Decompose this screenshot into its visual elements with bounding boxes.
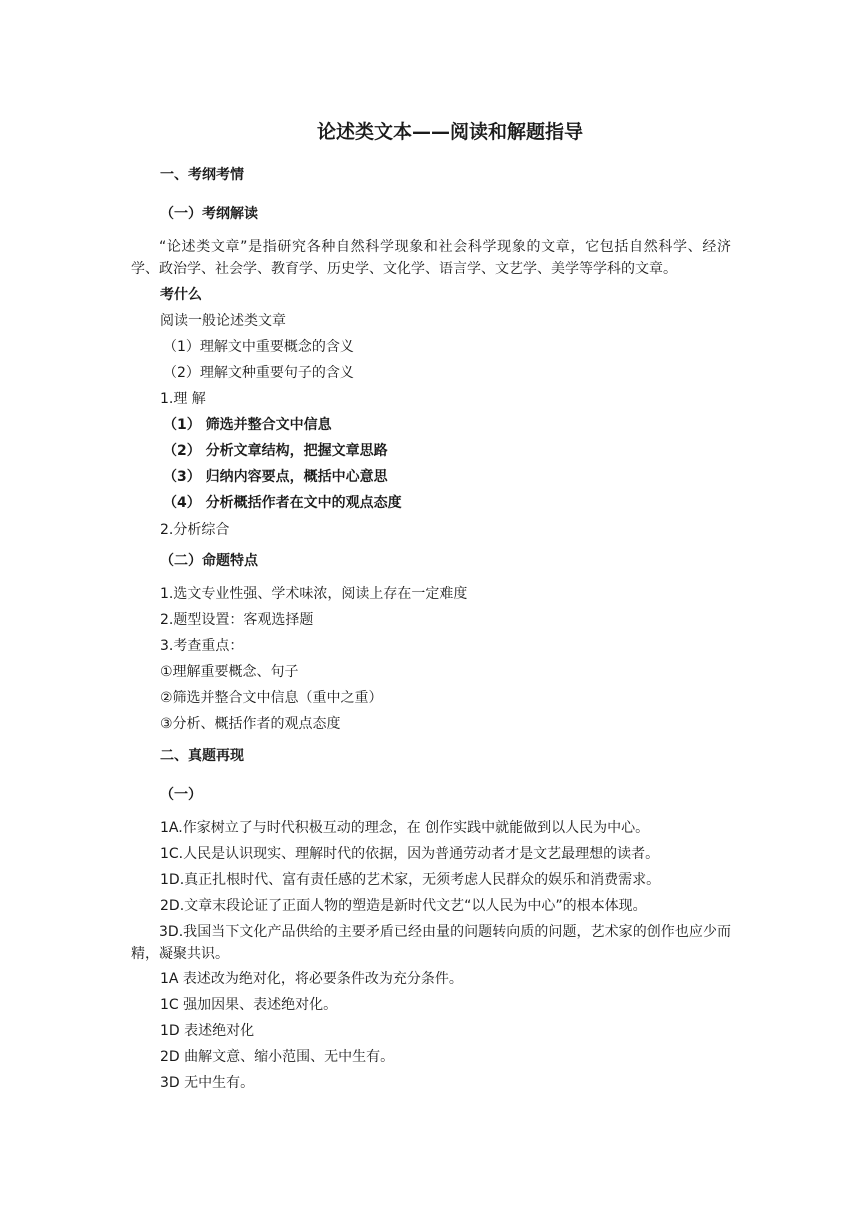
- feature-item: 3.考查重点：: [160, 638, 244, 654]
- feature-item: ①理解重要概念、句子: [160, 664, 299, 680]
- understand-item: （1） 筛选并整合文中信息: [163, 417, 332, 433]
- feature-item: 2.题型设置：客观选择题: [160, 612, 314, 628]
- understand-label: 1.理 解: [160, 391, 206, 407]
- feature-item: ②筛选并整合文中信息（重中之重）: [160, 690, 383, 706]
- subsection-heading-3: （一）: [160, 787, 202, 803]
- section-heading-2: 二、真题再现: [160, 748, 244, 764]
- read-item: （2）理解文种重要句子的含义: [163, 365, 354, 381]
- subsection-heading-2: （二）命题特点: [160, 553, 258, 569]
- option-item: 1A.作家树立了与时代积极互动的理念，在 创作实践中就能做到以人民为中心。: [160, 820, 650, 836]
- intro-paragraph: “论述类文章”是指研究各种自然科学现象和社会科学现象的文章，它包括自然科学、经济学、政治学、社会学、教育学、历史学、文化学、语言学、文艺学、美学等学科的文章。: [131, 239, 731, 277]
- understand-item: （2） 分析文章结构，把握文章思路: [163, 443, 388, 459]
- option-item: 1D.真正扎根时代、富有责任感的艺术家，无须考虑人民群众的娱乐和消费需求。: [160, 872, 661, 888]
- answer-item: 2D 曲解文意、缩小范围、无中生有。: [160, 1049, 395, 1065]
- option-item: 2D.文章末段论证了正面人物的塑造是新时代文艺“以人民为中心”的根本体现。: [160, 898, 647, 914]
- subsection-heading-1: （一）考纲解读: [160, 206, 258, 222]
- understand-item: （3） 归纳内容要点，概括中心意思: [163, 469, 388, 485]
- read-item: （1）理解文中重要概念的含义: [163, 339, 354, 355]
- feature-item: 1.选文专业性强、学术味浓，阅读上存在一定难度: [160, 586, 468, 602]
- section-heading-1: 一、考纲考情: [160, 167, 244, 183]
- read-general: 阅读一般论述类文章: [160, 313, 286, 329]
- answer-item: 1A 表述改为绝对化，将必要条件改为充分条件。: [160, 971, 463, 987]
- analyze-label: 2.分析综合: [160, 522, 230, 538]
- answer-item: 3D 无中生有。: [160, 1075, 255, 1091]
- document-title: 论述类文本——阅读和解题指导: [316, 121, 583, 143]
- answer-item: 1C 强加因果、表述绝对化。: [160, 997, 338, 1013]
- feature-item: ③分析、概括作者的观点态度: [160, 716, 341, 732]
- answer-item: 1D 表述绝对化: [160, 1023, 255, 1039]
- understand-item: （4） 分析概括作者在文中的观点态度: [163, 495, 402, 511]
- option-3d: 3D.我国当下文化产品供给的主要矛盾已经由量的问题转向质的问题，艺术家的创作也应少而精，凝聚共识。: [131, 924, 731, 962]
- option-item: 1C.人民是认识现实、理解时代的依据，因为普通劳动者才是文艺最理想的读者。: [160, 846, 660, 862]
- what-heading: 考什么: [160, 287, 202, 303]
